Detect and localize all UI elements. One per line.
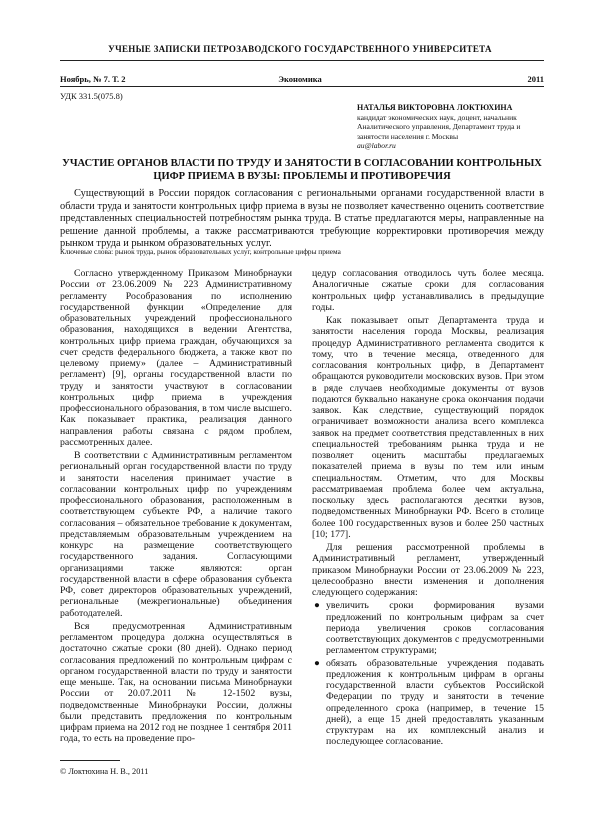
footnote-divider <box>60 760 120 761</box>
copyright: © Локтюхина Н. В., 2011 <box>60 767 149 776</box>
author-name: НАТАЛЬЯ ВИКТОРОВНА ЛОКТЮХИНА <box>357 103 513 112</box>
author-email[interactable]: au@labor.ru <box>357 141 396 150</box>
list-item-text: увеличить сроки формирования вузами предложений по контрольным цифрам за счет периода увеличения сроков согласования соответствующих документов с предусмотренными регламентом структурами; <box>326 600 544 657</box>
list-item-text: обязать образовательные учреждения подавать предложения к контрольным цифрам в органы государственной власти субъектов Российской Федерации по труду и занятости в течение определенного срока (например, в течение 15 дней), а еще 15 дней предоставлять указанным структурам на их комплексный анализ и последующее согласование. <box>326 657 544 748</box>
paragraph: Для решения рассмотренной проблемы в Административный регламент, утвержденный приказом Минобрнауки России от 23.06.2009 № 223, целесообразно внести изменения и дополнения следующего содержания: <box>312 542 544 598</box>
list-item <box>312 600 544 656</box>
journal-title: УЧЕНЫЕ ЗАПИСКИ ПЕТРОЗАВОДСКОГО ГОСУДАРСТВЕННОГО УНИВЕРСИТЕТА <box>108 44 492 54</box>
year: 2011 <box>527 74 544 84</box>
author-block <box>357 103 547 151</box>
abstract-text: Существующий в России порядок согласования с региональными органами государственной власти в области труда и занятости контрольных цифр приема в вузы не позволяет качественно оценить соответствие представленных специальностей потребностям рынка труда. В статье предлагаются меры, направленные на решение данной проблемы, а также рассматриваются требующие корректировки противоречия между рынком труда и рынком образовательных услуг. <box>60 188 544 250</box>
author-affiliation: кандидат экономических наук, доцент, начальник Аналитического управления, Департамент труда и занятости населения г. Москвы <box>357 112 521 141</box>
keywords: Ключевые слова: рынок труда, рынок образовательных услуг, контрольные цифры приема <box>60 247 341 256</box>
body-column-right <box>312 268 544 749</box>
list-item <box>312 658 544 748</box>
header-divider <box>60 60 544 61</box>
bullet-icon: ● <box>314 657 320 669</box>
paragraph: Вся предусмотренная Административным регламентом процедура должна осуществляться в достаточно сжатые сроки (80 дней). Однако период согласования предложений по контрольным цифрам с органом государственной власти по труду и занятости еще меньше. Так, на основании письма Минобрнауки России от 20.07.2011 № 12-1502 вузы, подведомственные Минобрнауки России, должны были представить предложения по контрольным цифрам приема на 2012 год не позднее 1 сентября 2011 года, то есть на проведение про- <box>60 620 292 745</box>
issue-info: Ноябрь, № 7. Т. 2 <box>60 74 126 84</box>
paragraph: В соответствии с Административным регламентом региональный орган государственной власти по труду и занятости населения принимает участие в согласовании контрольных цифр по учреждениям профессионального образования, расположенным в соответствующем субъекте РФ, а наличие такого согласования – обязательное требование к документам, представляемым образовательным учреждением на конкурс на размещение соответствующего государственного задания. Согласующими организациями также являются: орган государственной власти в сфере образования субъекта РФ, совет директоров образовательных учреждений, региональные (межрегиональные) объединения работодателей. <box>60 450 292 619</box>
body-column-left <box>60 268 292 747</box>
paragraph: Как показывает опыт Департамента труда и занятости населения города Москвы, реализация процедур Административного регламента сводится к тому, что в течение месяца, отведенного для согласования контрольных цифр, в Департамент обращаются руководители московских вузов. При этом в ряде случаев необходимые документы от вузов подаются буквально накануне срока окончания подачи заявок. Как следствие, существующий порядок ограничивает возможности анализа всего комплекса заявок на предмет соответствия представленных в них специальностей требованиям рынка труда и не позволяет оценить масштабы предлагаемых показателей приема в вузы по тем или иным специальностям. Отметим, что для Москвы рассматриваемая проблема более чем актуальна, поскольку здесь располагаются десятки вузов, подведомственных Минобрнауки РФ. Всего в столице более 100 государственных вузов и более 250 частных [10; 177]. <box>312 315 544 540</box>
section-name: Экономика <box>278 74 322 84</box>
paragraph-continuation: цедур согласования отводилось чуть более месяца. Аналогичные сжатые сроки для согласования контрольных цифр устанавливались в предыдущие годы. <box>312 268 544 313</box>
abstract <box>60 188 544 251</box>
paragraph: Согласно утвержденному Приказом Минобрнауки России от 23.06.2009 № 223 Административному регламенту Рособразования по исполнению государственной функции «Определение для образовательных учреждений профессионального образования, находящихся в ведении Агентства, контрольных цифр приема граждан, обучающихся за счет средств федерального бюджета, а также квот по целевому приему» (далее – Административный регламент) [9], органы государственной власти по труду и занятости участвуют в согласовании контрольных цифр приема в учреждения профессионального образования, в том числе высшего. Как показывает практика, реализация данного направления работы связана с рядом проблем, рассмотренных далее. <box>60 268 292 448</box>
bullet-icon: ● <box>314 600 320 612</box>
bullet-list <box>312 600 544 747</box>
udk-code: УДК 331.5(075.8) <box>60 91 123 101</box>
issue-divider <box>60 86 544 87</box>
article-title: УЧАСТИЕ ОРГАНОВ ВЛАСТИ ПО ТРУДУ И ЗАНЯТОСТИ В СОГЛАСОВАНИИ КОНТРОЛЬНЫХ ЦИФР ПРИЕМА В ВУЗЫ: ПРОБЛЕМЫ И ПРОТИВОРЕЧИЯ <box>62 158 542 182</box>
